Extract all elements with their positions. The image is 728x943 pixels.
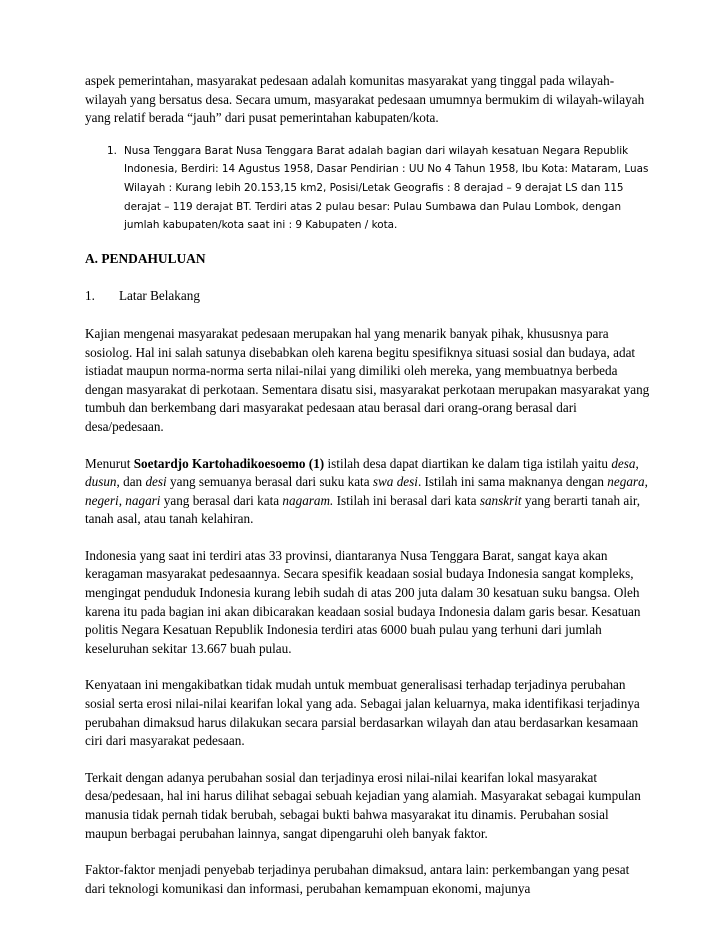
text-run: yang semuanya berasal dari suku kata	[166, 474, 373, 490]
text-run: istilah desa dapat diartikan ke dalam tiga istilah yaitu	[324, 455, 612, 471]
body-paragraph-6: Faktor-faktor menjadi penyebab terjadinya perubahan dimaksud, antara lain: perkembangan yang pesat dari teknologi komunikasi dan informasi, perubahan kemampuan ekonomi, majunya	[85, 862, 630, 896]
text-run: Menurut	[85, 455, 134, 471]
body-paragraph-3: Indonesia yang saat ini terdiri atas 33 provinsi, diantaranya Nusa Tenggara Barat, sangat kaya akan keragaman masyarakat pedesaannya. Secara spesifik keadaan sosial budaya Indonesia sangat kompleks, mengingat penduduk Indonesia kurang lebih sudah di atas 200 juta dalam 30 kesatuan suku bangsa. Oleh karena itu pada bagian ini akan dibicarakan keadaan sosial budaya Indonesia dalam garis besar. Kesatuan politis Negara Kesatuan Republik Indonesia terdiri atas 6000 buah pulau yang terhuni dari jumlah keseluruhan sekitar 13.667 buah pulau.	[85, 547, 641, 656]
text-run: yang berasal dari kata	[160, 492, 283, 508]
term-negara: negara	[607, 474, 645, 490]
subsection-heading	[85, 287, 651, 306]
list-item-text: Nusa Tenggara Barat Nusa Tenggara Barat adalah bagian dari wilayah kesatuan Negara Republik Indonesia, Berdiri: 14 Agustus 1958, Dasar Pendirian : UU No 4 Tahun 1958, Ibu Kota: Mataram, Luas Wilayah : Kurang lebih 20.153,15 km2, Posisi/Letak Geografis : 8 derajad – 9 derajat LS dan 115 derajat – 119 derajat BT. Terdiri atas 2 pulau besar: Pulau Sumbawa dan Pulau Lombok, dengan jumlah kabupaten/kota saat ini : 9 Kabupaten / kota.	[124, 144, 649, 232]
body-paragraph-5: Terkait dengan adanya perubahan sosial dan terjadinya erosi nilai-nilai kearifan lokal masyarakat desa/pedesaan, hal ini harus dilihat sebagai sebuah kejadian yang alamiah. Masyarakat sebagai kumpulan manusia tidak pernah tidak berubah, sebagai bukti bahwa masyarakat itu dinamis. Perubahan sosial maupun berbagai perubahan lainnya, sangat dipengaruhi oleh banyak faktor.	[85, 769, 641, 841]
subsection-number: 1.	[85, 288, 95, 304]
text-run: Istilah ini berasal dari kata	[333, 492, 480, 508]
author-name: Soetardjo Kartohadikoesoemo (1)	[133, 455, 325, 471]
text-run: ,	[635, 455, 639, 471]
text-run: ,	[644, 474, 648, 490]
term-desa: desa	[611, 455, 636, 471]
intro-paragraph: aspek pemerintahan, masyarakat pedesaan adalah komunitas masyarakat yang tinggal pada wilayah-wilayah yang bersatus desa. Secara umum, masyarakat pedesaan umumnya bermukim di wilayah-wilayah yang relatif berada “jauh” dari pusat pemerintahan kabupaten/kota.	[85, 73, 645, 126]
numbered-list	[85, 142, 651, 235]
section-heading: A. PENDAHULUAN	[85, 250, 206, 266]
text-run: , dan	[116, 474, 146, 490]
term-dusun: dusun	[85, 474, 117, 490]
term-nagari: nagari	[125, 492, 161, 508]
term-negeri: negeri	[85, 492, 119, 508]
text-run: ,	[118, 492, 126, 508]
list-item-number: 1.	[107, 144, 117, 157]
term-swa-desi: swa desi	[372, 474, 418, 490]
body-paragraph-1: Kajian mengenai masyarakat pedesaan merupakan hal yang menarik banyak pihak, khususnya para sosiolog. Hal ini salah satunya disebabkan oleh karena begitu spesifiknya situasi sosial dan budaya, adat istiadat maupun norma-norma serta nilai-nilai yang dimiliki oleh mereka, yang membuatnya berbeda dengan masyarakat di perkotaan. Sementara disatu sisi, masyarakat perkotaan merupakan masyarakat yang tumbuh dan berkembang dari masyarakat pedesaan atau berasal dari orang-orang berasal dari desa/pedesaan.	[85, 325, 650, 434]
term-nagaram: nagaram.	[282, 492, 334, 508]
body-paragraph-4: Kenyataan ini mengakibatkan tidak mudah untuk membuat generalisasi terhadap terjadinya perubahan sosial serta erosi nilai-nilai kearifan lokal yang ada. Sebagai jalan keluarnya, maka identifikasi terjadinya perubahan dimaksud harus dilakukan secara parsial berdasarkan wilayah dan atau berdasarkan kesamaan ciri dari masyarakat pedesaan.	[85, 677, 640, 749]
document-page	[85, 72, 651, 916]
text-run: . Istilah ini sama maknanya dengan	[417, 474, 608, 490]
text-run: yang berarti tanah air, tanah asal, atau tanah kelahiran.	[85, 492, 641, 527]
subsection-title: Latar Belakang	[119, 288, 200, 304]
term-sanskrit: sanskrit	[479, 492, 522, 508]
body-paragraph-2	[85, 455, 651, 529]
term-desi: desi	[145, 474, 167, 490]
